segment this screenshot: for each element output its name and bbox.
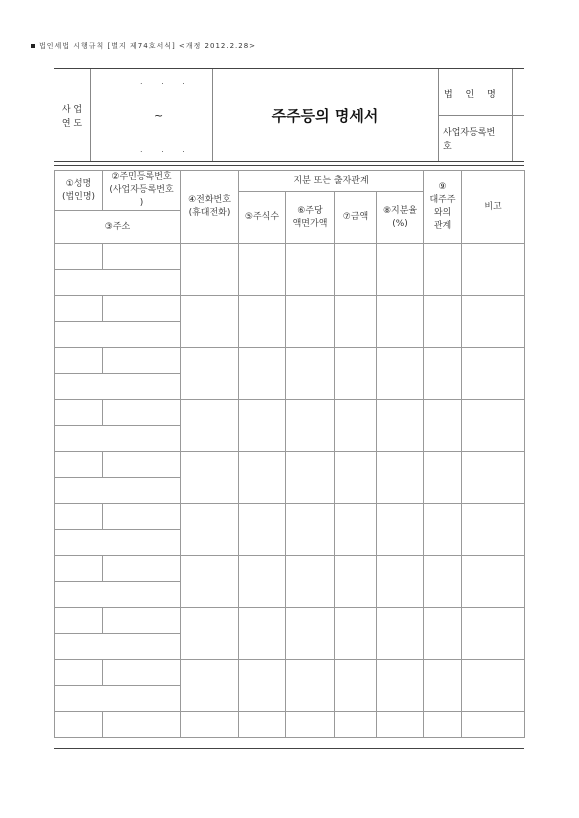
amount-cell[interactable] (335, 660, 377, 712)
name-cell[interactable] (55, 608, 103, 634)
phone-cell[interactable] (181, 244, 239, 296)
name-cell[interactable] (55, 660, 103, 686)
table-row (55, 504, 525, 530)
phone-cell[interactable] (181, 400, 239, 452)
note-cell[interactable] (462, 660, 525, 712)
shares-cell[interactable] (239, 712, 286, 738)
col-share-group: 지분 또는 출자관계 (239, 171, 424, 192)
par-value-cell[interactable] (286, 244, 335, 296)
name-cell[interactable] (55, 452, 103, 478)
id-number-cell[interactable] (103, 452, 181, 478)
amount-cell[interactable] (335, 452, 377, 504)
corp-name-label-cell: 법 인 명 (438, 69, 513, 116)
year-label-cell: 사 업 연 도 (54, 69, 91, 161)
phone-cell[interactable] (181, 556, 239, 608)
table-bottom-rule (54, 748, 524, 749)
address-cell[interactable] (55, 426, 181, 452)
shares-cell[interactable] (239, 660, 286, 712)
table-row (55, 608, 525, 634)
relationship-cell[interactable] (424, 244, 462, 296)
id-number-cell[interactable] (103, 556, 181, 582)
col-par-value: ⑥주당 액면가액 (286, 192, 335, 244)
id-number-cell[interactable] (103, 244, 181, 270)
note-cell[interactable] (462, 244, 525, 296)
shares-cell[interactable] (239, 608, 286, 660)
id-number-cell[interactable] (103, 400, 181, 426)
note-cell[interactable] (462, 556, 525, 608)
name-cell[interactable] (55, 712, 103, 738)
name-cell[interactable] (55, 504, 103, 530)
relationship-cell[interactable] (424, 296, 462, 348)
ratio-cell[interactable] (377, 504, 424, 556)
par-value-cell[interactable] (286, 452, 335, 504)
ratio-cell[interactable] (377, 244, 424, 296)
table-row (55, 296, 525, 322)
amount-cell[interactable] (335, 608, 377, 660)
amount-cell[interactable] (335, 244, 377, 296)
par-value-cell[interactable] (286, 712, 335, 738)
header-bottom-rule-2 (54, 165, 524, 166)
amount-cell[interactable] (335, 504, 377, 556)
col-id-number: ②주민등록번호 (사업자등록번호 ) (103, 171, 181, 211)
relationship-cell[interactable] (424, 556, 462, 608)
shares-cell[interactable] (239, 244, 286, 296)
col-phone: ④전화번호 (휴대전화) (181, 171, 239, 244)
id-number-cell[interactable] (103, 296, 181, 322)
col-name: ①성명 (법인명) (55, 171, 103, 211)
amount-cell[interactable] (335, 296, 377, 348)
note-cell[interactable] (462, 608, 525, 660)
ratio-cell[interactable] (377, 400, 424, 452)
year-period-cell[interactable]: . . . ~ . . . (90, 69, 213, 161)
shares-cell[interactable] (239, 400, 286, 452)
form-title: 주주등의 명세서 (271, 106, 379, 125)
form-reference: 법인세법 시행규칙 [별지 제74호서식] <개정 2012.2.28> (31, 41, 256, 51)
col-shares: ⑤주식수 (239, 192, 286, 244)
par-value-cell[interactable] (286, 608, 335, 660)
id-number-cell[interactable] (103, 348, 181, 374)
note-cell[interactable] (462, 712, 525, 738)
address-cell[interactable] (55, 686, 181, 712)
par-value-cell[interactable] (286, 348, 335, 400)
col-amount: ⑦금액 (335, 192, 377, 244)
phone-cell[interactable] (181, 608, 239, 660)
par-value-cell[interactable] (286, 504, 335, 556)
address-cell[interactable] (55, 374, 181, 400)
phone-cell[interactable] (181, 348, 239, 400)
par-value-cell[interactable] (286, 296, 335, 348)
phone-cell[interactable] (181, 660, 239, 712)
ratio-cell[interactable] (377, 660, 424, 712)
phone-cell[interactable] (181, 296, 239, 348)
address-cell[interactable] (55, 322, 181, 348)
id-number-cell[interactable] (103, 712, 181, 738)
ratio-cell[interactable] (377, 348, 424, 400)
table-row (55, 348, 525, 374)
relationship-cell[interactable] (424, 452, 462, 504)
form-header (54, 69, 524, 161)
col-note: 비고 (462, 171, 525, 244)
note-cell[interactable] (462, 296, 525, 348)
table-row (55, 400, 525, 426)
name-cell[interactable] (55, 244, 103, 270)
address-cell[interactable] (55, 478, 181, 504)
shares-cell[interactable] (239, 452, 286, 504)
relationship-cell[interactable] (424, 660, 462, 712)
table-row (55, 660, 525, 686)
relationship-cell[interactable] (424, 348, 462, 400)
name-cell[interactable] (55, 296, 103, 322)
par-value-cell[interactable] (286, 660, 335, 712)
phone-cell[interactable] (181, 712, 239, 738)
address-cell[interactable] (55, 582, 181, 608)
par-value-cell[interactable] (286, 400, 335, 452)
col-address: ③주소 (55, 211, 181, 244)
ratio-cell[interactable] (377, 608, 424, 660)
biz-no-label-cell: 사업자등록번 호 (438, 115, 513, 161)
shares-cell[interactable] (239, 504, 286, 556)
name-cell[interactable] (55, 400, 103, 426)
ratio-cell[interactable] (377, 712, 424, 738)
address-cell[interactable] (55, 270, 181, 296)
relationship-cell[interactable] (424, 400, 462, 452)
amount-cell[interactable] (335, 556, 377, 608)
header-bottom-rule (54, 161, 524, 162)
id-number-cell[interactable] (103, 504, 181, 530)
note-cell[interactable] (462, 400, 525, 452)
col-ratio: ⑧지분율 (%) (377, 192, 424, 244)
amount-cell[interactable] (335, 712, 377, 738)
amount-cell[interactable] (335, 348, 377, 400)
shares-cell[interactable] (239, 348, 286, 400)
note-cell[interactable] (462, 504, 525, 556)
phone-cell[interactable] (181, 504, 239, 556)
shareholder-table (54, 170, 525, 738)
id-number-cell[interactable] (103, 608, 181, 634)
table-row (55, 244, 525, 270)
address-cell[interactable] (55, 530, 181, 556)
shares-cell[interactable] (239, 556, 286, 608)
amount-cell[interactable] (335, 400, 377, 452)
relationship-cell[interactable] (424, 608, 462, 660)
square-bullet-icon (31, 44, 35, 48)
shares-cell[interactable] (239, 296, 286, 348)
col-relationship: ⑨ 대주주 와의 관계 (424, 171, 462, 244)
name-cell[interactable] (55, 556, 103, 582)
ratio-cell[interactable] (377, 556, 424, 608)
par-value-cell[interactable] (286, 556, 335, 608)
phone-cell[interactable] (181, 452, 239, 504)
table-row (55, 712, 525, 738)
ratio-cell[interactable] (377, 452, 424, 504)
address-cell[interactable] (55, 634, 181, 660)
table-row (55, 556, 525, 582)
ratio-cell[interactable] (377, 296, 424, 348)
note-cell[interactable] (462, 452, 525, 504)
name-cell[interactable] (55, 348, 103, 374)
note-cell[interactable] (462, 348, 525, 400)
relationship-cell[interactable] (424, 504, 462, 556)
id-number-cell[interactable] (103, 660, 181, 686)
table-row (55, 452, 525, 478)
relationship-cell[interactable] (424, 712, 462, 738)
